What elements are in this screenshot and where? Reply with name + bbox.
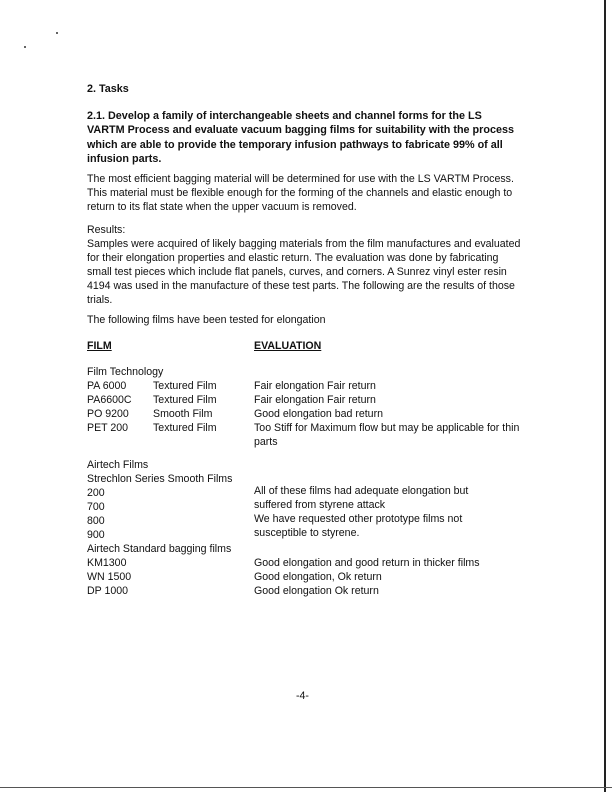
results-line: Samples were acquired of likely bagging materials from the film manufactures and evaluated bbox=[87, 237, 521, 250]
film-type: Textured Film bbox=[153, 380, 217, 392]
page-edge-bottom bbox=[0, 787, 612, 788]
strechlon-evaluation-line: We have requested other prototype films not bbox=[254, 513, 463, 525]
page-edge-right bbox=[604, 0, 606, 792]
column-header-film: FILM bbox=[87, 340, 112, 352]
subheading-line: VARTM Process and evaluate vacuum bagging films for suitability with the process bbox=[87, 124, 514, 137]
film-code: 800 bbox=[87, 515, 105, 527]
film-code: PO 9200 bbox=[87, 408, 129, 420]
intro-paragraph bbox=[87, 173, 527, 215]
subheading bbox=[87, 109, 527, 166]
tested-intro: The following films have been tested for elongation bbox=[87, 314, 326, 326]
film-code: PA 6000 bbox=[87, 380, 127, 392]
subheading-line: infusion parts. bbox=[87, 152, 162, 165]
film-code: DP 1000 bbox=[87, 585, 129, 597]
results-line: for their elongation properties and elastic return. The evaluation was done by fabricating bbox=[87, 251, 499, 264]
intro-line: return to its flat state when the upper vacuum is removed. bbox=[87, 200, 357, 213]
strechlon-evaluation-line: All of these films had adequate elongation but bbox=[254, 485, 469, 497]
section-heading: 2. Tasks bbox=[87, 83, 129, 95]
film-type: Smooth Film bbox=[153, 408, 213, 420]
film-code: PET 200 bbox=[87, 422, 129, 434]
film-evaluation: Fair elongation Fair return bbox=[254, 394, 376, 406]
film-code: WN 1500 bbox=[87, 571, 132, 583]
results-label: Results: bbox=[87, 224, 126, 236]
film-type: Textured Film bbox=[153, 394, 217, 406]
film-code: KM1300 bbox=[87, 557, 127, 569]
strechlon-evaluation-line: suffered from styrene attack bbox=[254, 499, 386, 511]
group-label-airtech: Airtech Films bbox=[87, 459, 149, 471]
film-evaluation: Fair elongation Fair return bbox=[254, 380, 376, 392]
subheading-line: 2.1. Develop a family of interchangeable sheets and channel forms for the LS bbox=[87, 110, 482, 122]
film-type: Textured Film bbox=[153, 422, 217, 434]
group-label-airtech-standard: Airtech Standard bagging films bbox=[87, 543, 232, 555]
film-evaluation: Good elongation Ok return bbox=[254, 585, 379, 597]
scan-speck bbox=[56, 32, 58, 34]
film-code: 200 bbox=[87, 487, 105, 499]
film-code: PA6600C bbox=[87, 394, 132, 406]
film-code: 700 bbox=[87, 501, 105, 513]
film-evaluation: Good elongation bad return bbox=[254, 408, 383, 420]
results-line: trials. bbox=[87, 293, 113, 306]
results-line: small test pieces which include flat panels, curves, and corners. A Sunrez vinyl ester resin bbox=[87, 265, 507, 278]
page-number: -4- bbox=[296, 690, 309, 702]
film-evaluation: Good elongation and good return in thicker films bbox=[254, 557, 480, 569]
film-code: 900 bbox=[87, 529, 105, 541]
scan-speck bbox=[24, 46, 26, 48]
column-header-evaluation: EVALUATION bbox=[254, 340, 322, 352]
subheading-line: which are able to provide the temporary infusion pathways to fabricate 99% of all bbox=[87, 138, 503, 151]
results-line: 4194 was used in the manufacture of these test parts. The following are the results of those bbox=[87, 279, 515, 292]
strechlon-evaluation-line: susceptible to styrene. bbox=[254, 527, 360, 539]
intro-line: This material must be flexible enough for the forming of the channels and elastic enough to bbox=[87, 186, 513, 199]
group-label-film-technology: Film Technology bbox=[87, 366, 164, 378]
film-evaluation: Good elongation, Ok return bbox=[254, 571, 382, 583]
intro-line: The most efficient bagging material will be determined for use with the LS VARTM Process. bbox=[87, 173, 514, 185]
film-evaluation-continued: parts bbox=[254, 436, 278, 448]
film-evaluation: Too Stiff for Maximum flow but may be applicable for thin bbox=[254, 422, 520, 434]
results-paragraph bbox=[87, 224, 527, 308]
group-label-strechlon: Strechlon Series Smooth Films bbox=[87, 473, 233, 485]
